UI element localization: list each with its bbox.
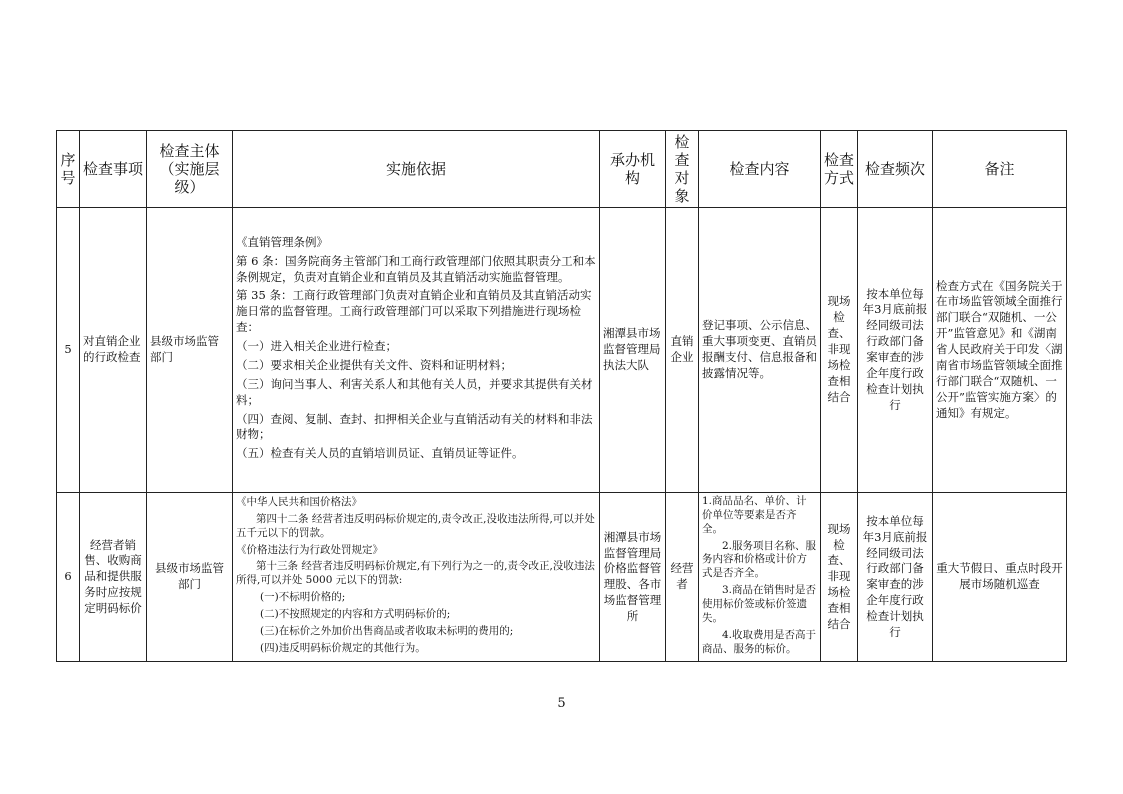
row-subject: 县级市场监管部门 (147, 493, 233, 662)
header-method: 检查方式 (821, 131, 858, 208)
header-content: 检查内容 (699, 131, 821, 208)
row-subject: 县级市场监管部门 (147, 208, 233, 493)
row-method: 现场检查、非现场检查相结合 (821, 208, 858, 493)
basis-line: （四）查阅、复制、查封、扣押相关企业与直销活动有关的材料和非法财物； (236, 411, 593, 442)
row-note: 检查方式在《国务院关于在市场监管领域全面推行部门联合“双随机、一公开”监管意见》和《湖南省人民政府关于印发〈湖南省市场监管领域全面推行部门联合“双随机、一公开”监管实施方案〉的通知》有规定。 (933, 208, 1067, 493)
inspection-table (56, 130, 1067, 662)
basis-line: (三)在标价之外加价出售商品或者收取未标明的费用的; (260, 624, 514, 637)
basis-line: （三）询问当事人、利害关系人和其他有关人员，并要求其提供有关材料； (236, 376, 593, 407)
basis-line: 第四十二条 经营者违反明码标价规定的,责令改正,没收违法所得,可以并处五千元以下的罚款。 (236, 512, 595, 539)
header-no: 序号 (57, 131, 80, 208)
content-line: 4.收取费用是否高于商品、服务的标价。 (702, 628, 817, 655)
header-row (57, 131, 1067, 208)
row-item: 对直销企业的行政检查 (80, 208, 147, 493)
basis-line: （二）要求相关企业提供有关文件、资料和证明材料； (236, 357, 512, 372)
row-basis (233, 208, 600, 493)
header-freq: 检查频次 (858, 131, 933, 208)
basis-line: (二)不按照规定的内容和方式明码标价的; (260, 607, 451, 620)
row-content: 登记事项、公示信息、重大事项变更、直销员报酬支付、信息报备和披露情况等。 (699, 208, 821, 493)
row-no: 5 (57, 208, 80, 493)
basis-line: 第十三条 经营者违反明码标价规定,有下列行为之一的,责令改正,没收违法所得,可以并处 5000 元以下的罚款: (236, 560, 595, 587)
basis-line: 《中华人民共和国价格法》 (236, 495, 362, 508)
row-org: 湘潭县市场监督管理局执法大队 (600, 208, 666, 493)
row-item: 经营者销售、收购商品和提供服务时应按规定明码标价 (80, 493, 147, 662)
row-object: 经营者 (666, 493, 699, 662)
row-note: 重大节假日、重点时段开展市场随机巡查 (933, 493, 1067, 662)
table-row (57, 493, 1067, 662)
row-content (699, 493, 821, 662)
basis-line: 第 6 条：国务院商务主管部门和工商行政管理部门依照其职责分工和本条例规定，负责对直销企业和直销员及其直销活动实施监督管理。 (236, 253, 596, 284)
content-line: 3.商品在销售时是否使用标价签或标价签遗失。 (702, 584, 817, 624)
header-org: 承办机构 (600, 131, 666, 208)
header-item: 检查事项 (80, 131, 147, 208)
row-freq: 按本单位每年3月底前报经同级司法行政部门备案审查的涉企年度行政检查计划执行 (858, 493, 933, 662)
basis-line: （一）进入相关企业进行检查； (236, 339, 397, 354)
basis-line: 《直销管理条例》 (236, 234, 328, 249)
content-line: 1.商品品名、单价、计价单位等要素是否齐全。 (702, 495, 807, 535)
row-method: 现场检查、非现场检查相结合 (821, 493, 858, 662)
basis-line: (一)不标明价格的; (260, 591, 346, 604)
row-object: 直销企业 (666, 208, 699, 493)
row-freq: 按本单位每年3月底前报经同级司法行政部门备案审查的涉企年度行政检查计划执行 (858, 208, 933, 493)
row-org: 湘潭县市场监督管理局价格监督管理股、各市场监督管理所 (600, 493, 666, 662)
content-line: 2.服务项目名称、服务内容和价格或计价方式是否齐全。 (702, 539, 817, 580)
row-basis (233, 493, 600, 662)
table-row (57, 208, 1067, 493)
basis-line: (四)违反明码标价规定的其他行为。 (260, 641, 426, 654)
header-basis: 实施依据 (233, 131, 600, 208)
basis-line: （五）检查有关人员的直销培训员证、直销员证等证件。 (236, 446, 524, 461)
header-object: 检查对象 (666, 131, 699, 208)
row-no: 6 (57, 493, 80, 662)
header-note: 备注 (933, 131, 1067, 208)
basis-line: 《价格违法行为行政处罚规定》 (236, 543, 383, 556)
page-number: 5 (557, 696, 566, 711)
basis-line: 第 35 条：工商行政管理部门负责对直销企业和直销员及其直销活动实施日常的监督管理。工商行政管理部门可以采取下列措施进行现场检查： (236, 288, 592, 335)
header-subject: 检查主体（实施层级） (147, 131, 233, 208)
